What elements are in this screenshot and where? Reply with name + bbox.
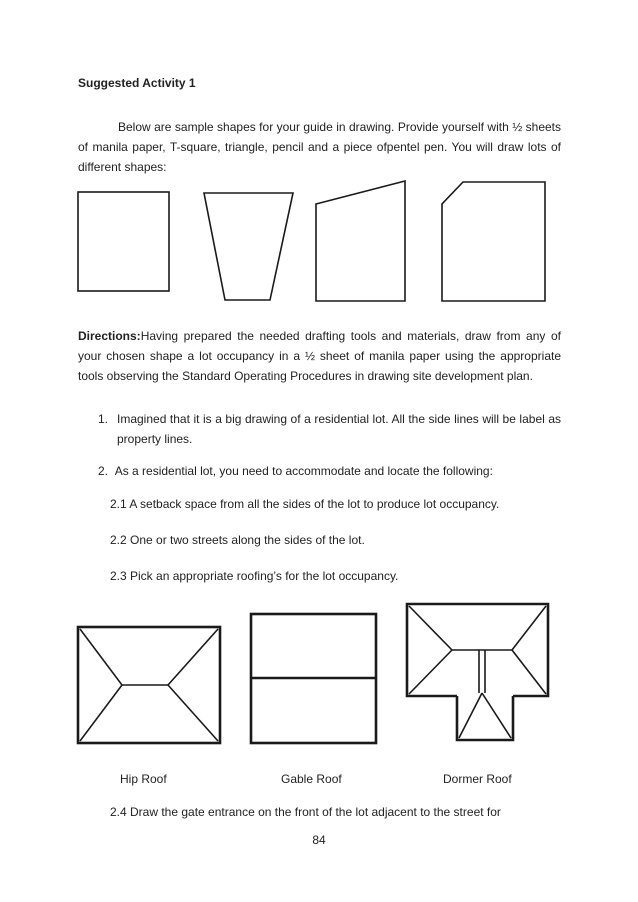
shape-square — [78, 192, 169, 291]
list-item-text: As a residential lot, you need to accommodate and locate the following: — [114, 464, 493, 478]
shape-cut-corner — [442, 182, 545, 301]
hip-roof-drawing — [78, 627, 220, 743]
directions-lead: Directions: — [78, 329, 141, 343]
sub-item: 2.1 A setback space from all the sides of the lot to produce lot occupancy. — [110, 497, 500, 511]
shape-slanted-top — [316, 181, 405, 301]
gable-roof-label: Gable Roof — [281, 772, 342, 786]
dormer-roof-label: Dormer Roof — [443, 772, 512, 786]
sub-item: 2.2 One or two streets along the sides of the lot. — [110, 533, 365, 547]
shape-trapezoid — [204, 193, 293, 300]
list-item-number: 1. — [98, 412, 109, 426]
directions-paragraph — [78, 326, 561, 386]
sub-item: 2.3 Pick an appropriate roofing’s for the lot occupancy. — [110, 569, 399, 583]
list-item-text: Imagined that it is a big drawing of a residential lot. All the side lines will be label as property lines. — [117, 412, 561, 446]
dormer-roof-drawing — [407, 604, 548, 740]
page-number: 84 — [312, 833, 326, 847]
list-item-number: 2. — [98, 464, 109, 478]
activity-heading: Suggested Activity 1 — [78, 76, 196, 90]
directions-text: Having prepared the needed drafting tools and materials, draw from any of your chosen shape a lot occupancy in a ½ sheet of manila paper using the appropriate tools observing the Standard Operating Procedures in drawing site development plan. — [78, 329, 561, 383]
sub-item: 2.4 Draw the gate entrance on the front of the lot adjacent to the street for — [110, 805, 501, 819]
list-item — [98, 409, 561, 449]
list-item — [98, 461, 561, 481]
intro-paragraph: Below are sample shapes for your guide in drawing. Provide yourself with ½ sheets of manila paper, T-square, triangle, pencil and a piece ofpentel pen. You will draw lots of different shapes: — [78, 120, 561, 174]
hip-roof-label: Hip Roof — [120, 772, 167, 786]
gable-roof-drawing — [251, 614, 376, 743]
